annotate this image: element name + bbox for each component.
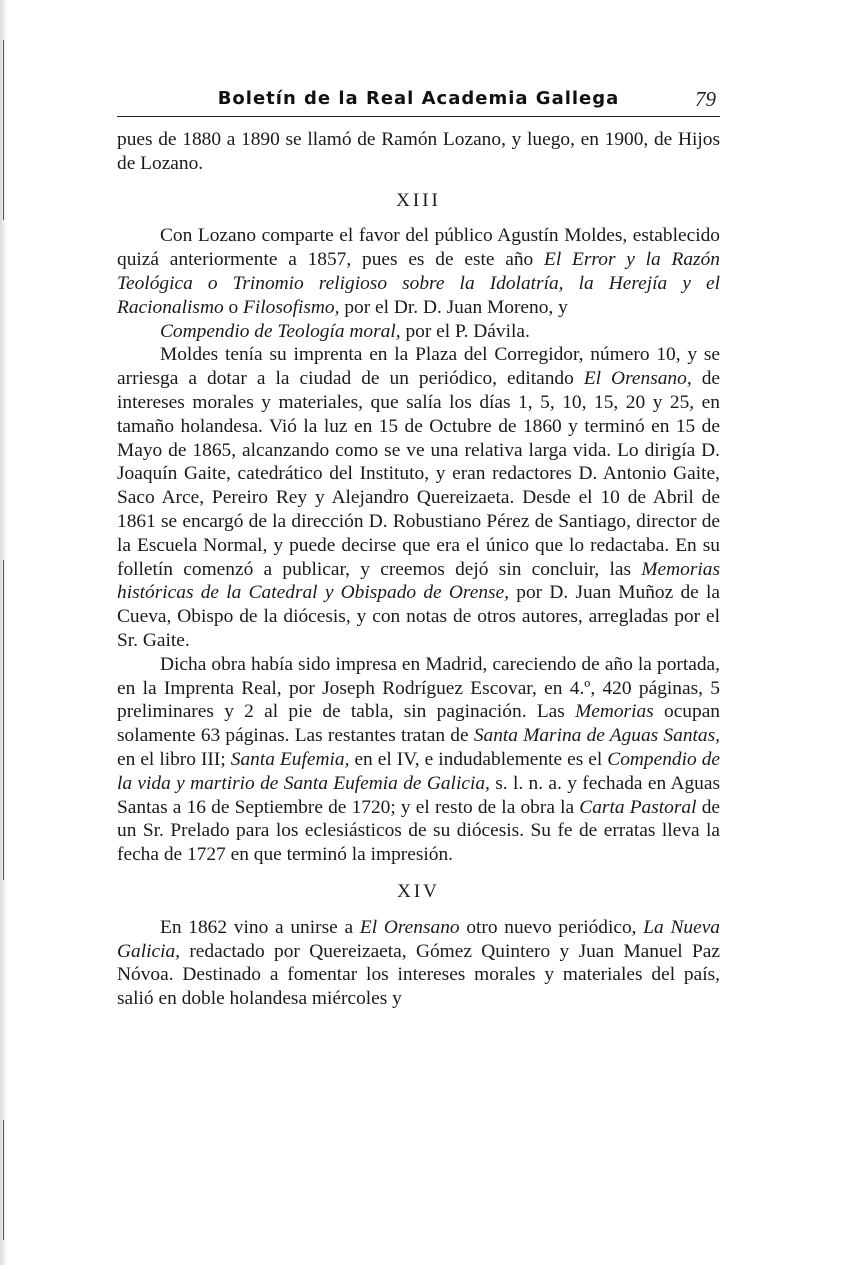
text-run: Con Lozano comparte el favor del público Agustín Moldes, establecido quizá anteriormente a 1857, pues es de este año xyxy=(117,225,720,271)
italic-title: Carta Pastoral xyxy=(579,796,697,818)
text-run: redactado por Quereizaeta, Gómez Quintero y Juan Manuel Paz Nóvoa. Destinado a fomentar los intereses morales y materiales del país, salió en doble holandesa miércoles y xyxy=(117,940,720,1010)
text-run: otro nuevo periódico, xyxy=(459,916,644,938)
page-number: 79 xyxy=(695,87,716,111)
italic-title: Memorias históricas de la Catedral y Obispado de Orense, xyxy=(117,558,720,604)
section-heading: XIII xyxy=(396,189,441,211)
italic-title: El Orensano xyxy=(359,916,460,938)
italic-title: Compendio de la vida y martirio de Santa Eufemia de Galicia, xyxy=(117,748,721,794)
italic-title: Santa Marina de Aguas Santas, xyxy=(473,725,720,747)
italic-title: Memorias xyxy=(575,701,654,723)
text-run: por el P. Dávila. xyxy=(400,320,530,342)
journal-title: Boletín de la Real Academia Gallega xyxy=(217,88,620,109)
paragraph xyxy=(117,343,720,652)
paragraph xyxy=(117,224,720,319)
text-run: Dicha obra había sido impresa en Madrid, careciendo de año la portada, en la Imprenta Real, por Joseph Rodríguez Escovar, en 4.º, 420 páginas, 5 preliminares y 2 al pie de tabla, sin paginación. Las xyxy=(117,653,720,723)
section-heading: XIV xyxy=(397,880,440,902)
text-run: Moldes tenía su imprenta en la Plaza del Corregidor, número 10, y se arriesga a dotar a la ciudad de un periódico, editando xyxy=(117,344,720,390)
paragraph: pues de 1880 a 1890 se llamó de Ramón Lozano, y luego, en 1900, de Hijos de Lozano. xyxy=(117,129,720,174)
italic-title: Compendio de Teología moral, xyxy=(160,320,401,342)
body-text xyxy=(117,128,720,1011)
binding-mark xyxy=(3,1120,4,1240)
text-run: en el IV, e indudablemente es el xyxy=(349,748,608,770)
text-run: o xyxy=(223,296,244,318)
text-run: en el libro III; xyxy=(117,748,231,770)
paragraph xyxy=(117,653,720,867)
text-run: de un Sr. Prelado para los eclesiásticos de su diócesis. Su fe de erratas lleva la fecha de 1727 en que terminó la impresión. xyxy=(117,796,720,866)
page-binding-edge xyxy=(0,0,8,1265)
paragraph xyxy=(117,916,720,1011)
text-run: En 1862 vino a unirse a xyxy=(160,916,360,938)
italic-title: La Nueva Galicia, xyxy=(117,916,721,962)
text-run: de intereses morales y materiales, que salía los días 1, 5, 10, 15, 20 y 25, en tamaño holandesa. Vió la luz en 15 de Octubre de 1860 y terminó en 15 de Mayo de 1865, alcanzando como se ve una relativa larga vida. Lo dirigía D. Joaquín Gaite, catedrático del Instituto, y eran redactores D. Antonio Gaite, Saco Arce, Pereiro Rey y Alejandro Quereizaeta. Desde el 10 de Abril de 1861 se encargó de la dirección D. Robustiano Pérez de Santiago, director de la Escuela Normal, y puede decirse que era el único que lo redactaba. En su folletín comenzó a publicar, y creemos dejó sin concluir, las xyxy=(117,368,721,580)
binding-mark xyxy=(3,560,4,880)
italic-title: El Orensano, xyxy=(583,368,692,390)
paragraph xyxy=(117,320,720,344)
binding-mark xyxy=(3,40,4,220)
running-header xyxy=(117,86,720,117)
italic-title: Santa Eufemia, xyxy=(230,748,350,770)
text-run: ocupan solamente 63 páginas. Las restantes tratan de xyxy=(117,701,721,747)
text-run: s. l. n. a. y fechada en Aguas Santas a 16 de Septiembre de 1720; y el resto de la obra la xyxy=(117,772,720,818)
text-run: por D. Juan Muñoz de la Cueva, Obispo de la diócesis, y con notas de otros autores, arregladas por el Sr. Gaite. xyxy=(117,582,720,651)
italic-title: Filosofismo, xyxy=(243,296,340,318)
text-run: por el Dr. D. Juan Moreno, y xyxy=(339,296,568,318)
italic-title: El Error y la Razón Teológica o Trinomio religioso sobre la Idolatría, la Herejía y el Racionalismo xyxy=(117,249,720,318)
